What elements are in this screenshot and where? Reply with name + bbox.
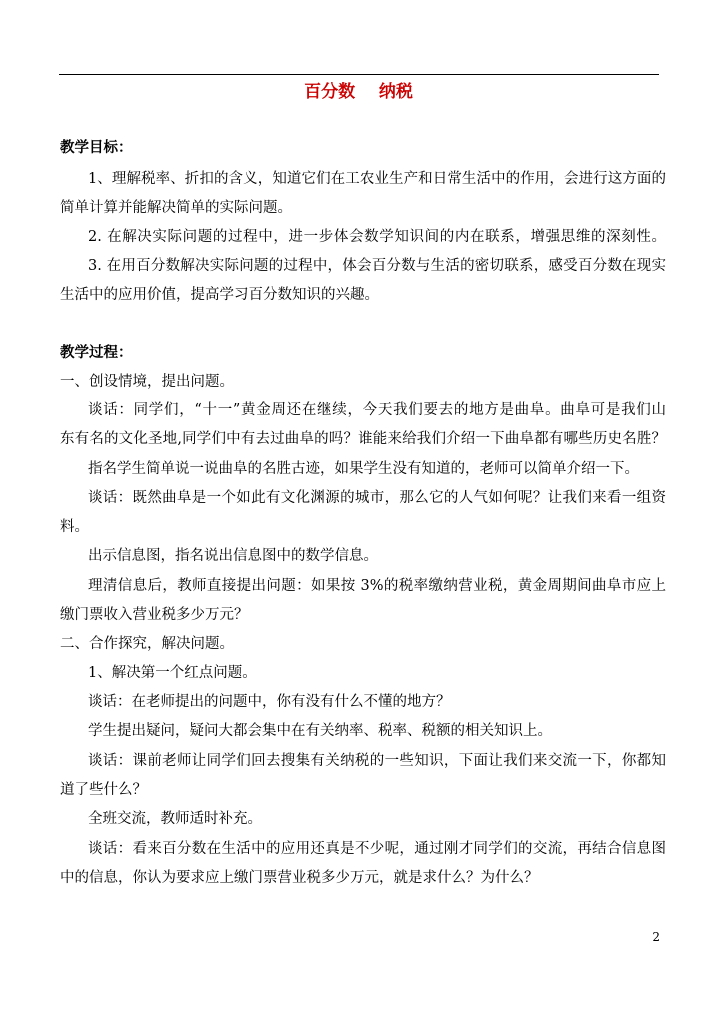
page-title: 百分数 纳税 (304, 82, 413, 102)
paragraph-2: 指名学生简单说一说曲阜的名胜古迹，如果学生没有知道的，老师可以简单介绍一下。 (88, 461, 639, 477)
paragraph-8-line-1: 谈话：课前老师让同学们回去搜集有关纳税的一些知识，下面让我们来交流一下，你都知 (88, 753, 666, 769)
subsection-1-heading: 1、解决第一个红点问题。 (88, 665, 257, 681)
heading-teaching-goals: 教学目标： (60, 139, 133, 156)
header-rule (59, 74, 659, 75)
paragraph-9: 全班交流，教师适时补充。 (88, 811, 262, 827)
heading-teaching-process: 教学过程： (60, 344, 133, 361)
paragraph-10-line-2: 中的信息，你认为要求应上缴门票营业税多少万元，就是求什么？为什么？ (60, 870, 539, 886)
paragraph-5-line-2: 缴门票收入营业税多少万元？ (60, 607, 249, 623)
paragraph-10-line-1: 谈话：看来百分数在生活中的应用还真是不少呢，通过刚才同学们的交流，再结合信息图 (88, 841, 666, 857)
goal-1-line-2: 简单计算并能解决简单的实际问题。 (60, 200, 292, 216)
goal-1-line-1: 1、理解税率、折扣的含义，知道它们在工农业生产和日常生活中的作用，会进行这方面的 (88, 171, 666, 187)
page-number: 2 (652, 930, 660, 944)
paragraph-4: 出示信息图，指名说出信息图中的数学信息。 (88, 548, 378, 564)
paragraph-6: 谈话：在老师提出的问题中，你有没有什么不懂的地方？ (88, 694, 451, 710)
section-2-heading: 二、合作探究，解决问题。 (60, 636, 234, 652)
paragraph-3-line-2: 料。 (60, 519, 89, 535)
paragraph-5-line-1: 理清信息后，教师直接提出问题：如果按 3%的税率缴纳营业税，黄金周期间曲阜市应上 (88, 578, 666, 594)
section-1-heading: 一、创设情境，提出问题。 (60, 374, 234, 390)
paragraph-1-line-2: 东有名的文化圣地,同学们中有去过曲阜的吗？谁能来给我们介绍一下曲阜都有哪些历史名胜？ (60, 431, 666, 447)
goal-2: 2. 在解决实际问题的过程中，进一步体会数学知识间的内在联系，增强思维的深刻性。 (88, 229, 666, 245)
paragraph-7: 学生提出疑问，疑问大都会集中在有关纳率、税率、税额的相关知识上。 (88, 723, 552, 739)
goal-3-line-2: 生活中的应用价值，提高学习百分数知识的兴趣。 (60, 287, 379, 303)
goal-3-line-1: 3. 在用百分数解决实际问题的过程中，体会百分数与生活的密切联系，感受百分数在现实 (88, 258, 666, 274)
paragraph-3-line-1: 谈话：既然曲阜是一个如此有文化渊源的城市，那么它的人气如何呢？让我们来看一组资 (88, 490, 666, 506)
paragraph-1-line-1: 谈话：同学们，“十一”黄金周还在继续，今天我们要去的地方是曲阜。曲阜可是我们山 (88, 402, 666, 418)
paragraph-8-line-2: 道了些什么？ (60, 782, 147, 798)
